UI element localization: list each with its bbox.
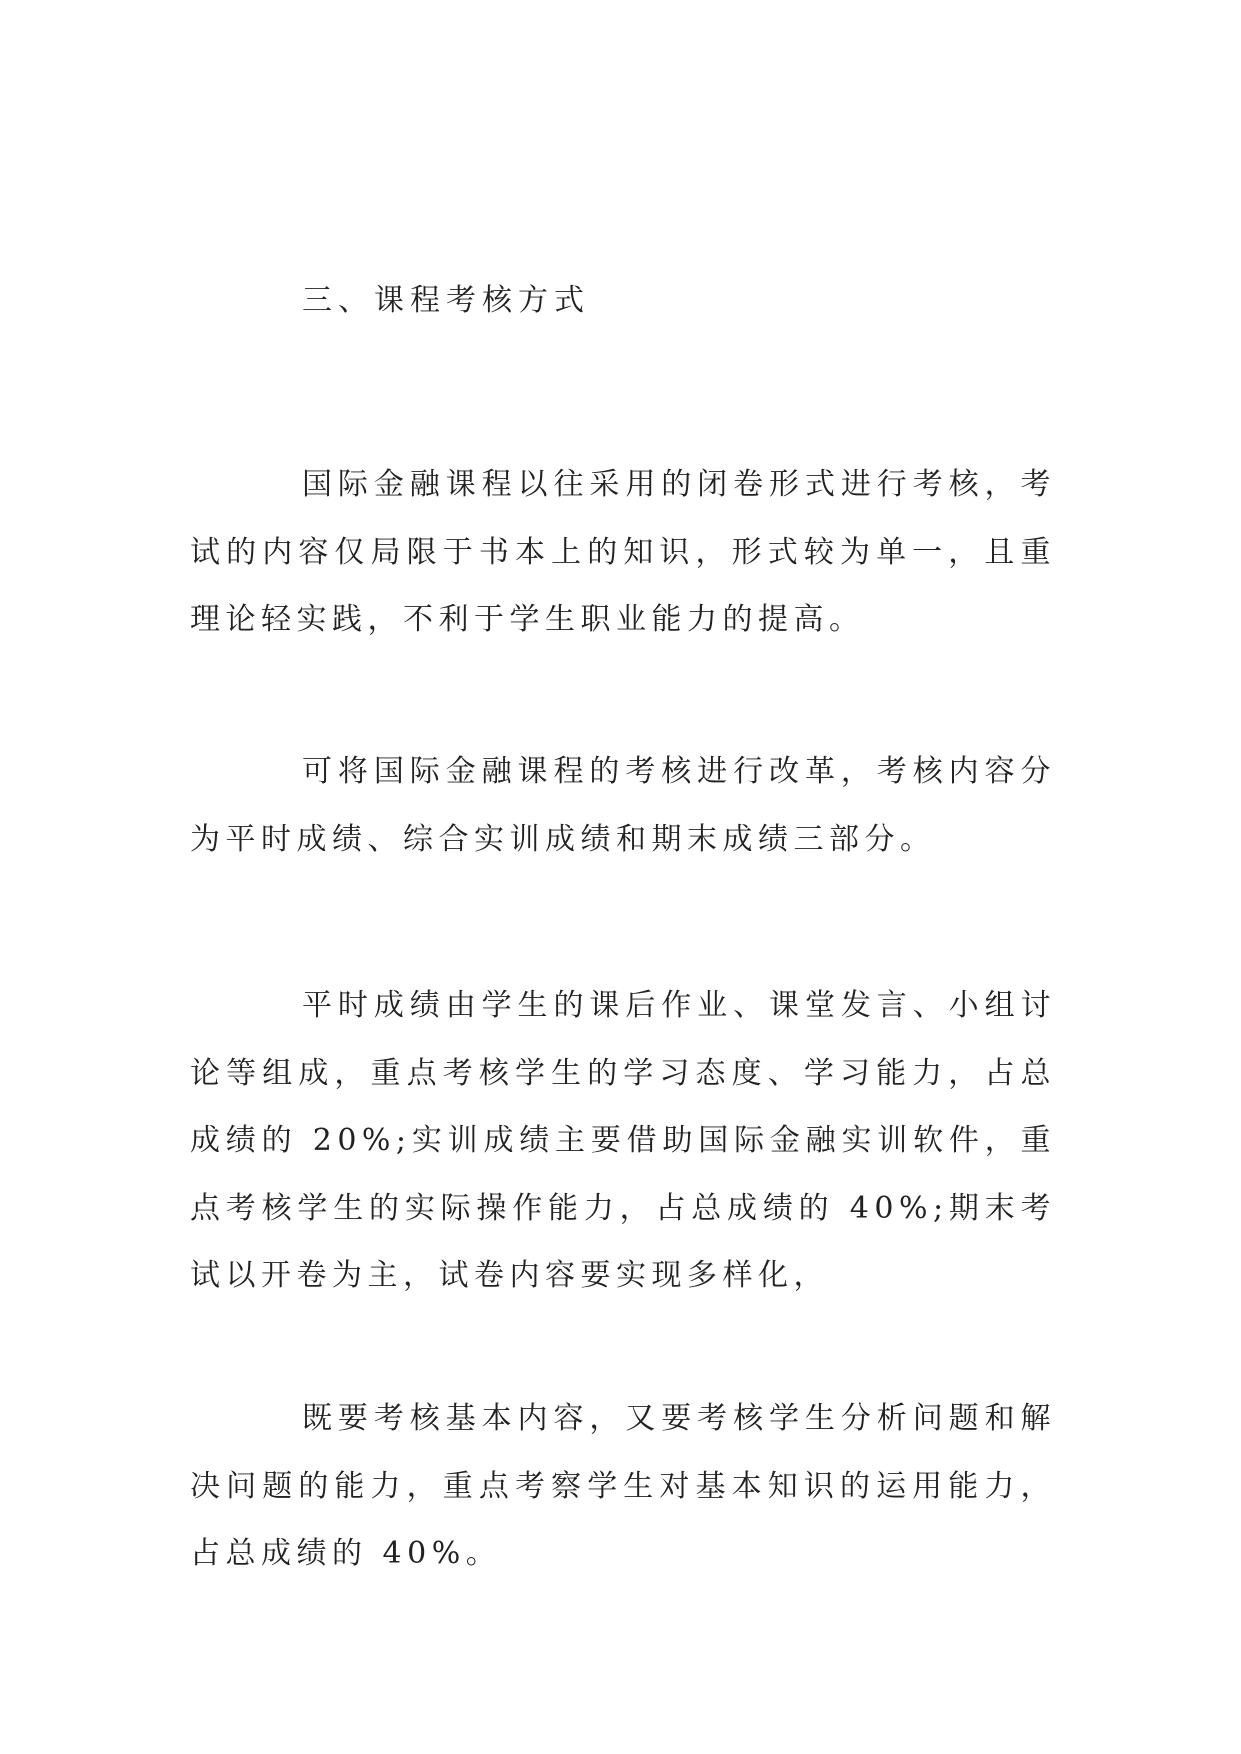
paragraph-reform-proposal: 可将国际金融课程的考核进行改革，考核内容分为平时成绩、综合实训成绩和期末成绩三部分。: [190, 754, 1056, 857]
paragraph-final-exam: 既要考核基本内容，又要考核学生分析问题和解决问题的能力，重点考察学生对基本知识的运用能力，占总成绩的 40%。: [190, 1401, 1056, 1571]
section-heading: 三、课程考核方式: [302, 283, 590, 318]
paragraph-exam-history: 国际金融课程以往采用的闭卷形式进行考核，考试的内容仅局限于书本上的知识，形式较为单一，且重理论轻实践，不利于学生职业能力的提高。: [190, 467, 1056, 637]
paragraph-grade-composition: 平时成绩由学生的课后作业、课堂发言、小组讨论等组成，重点考核学生的学习态度、学习能力，占总成绩的 20%;实训成绩主要借助国际金融实训软件，重点考核学生的实际操作能力，占总成绩的 40%;期末考试以开卷为主，试卷内容要实现多样化，: [190, 988, 1056, 1293]
